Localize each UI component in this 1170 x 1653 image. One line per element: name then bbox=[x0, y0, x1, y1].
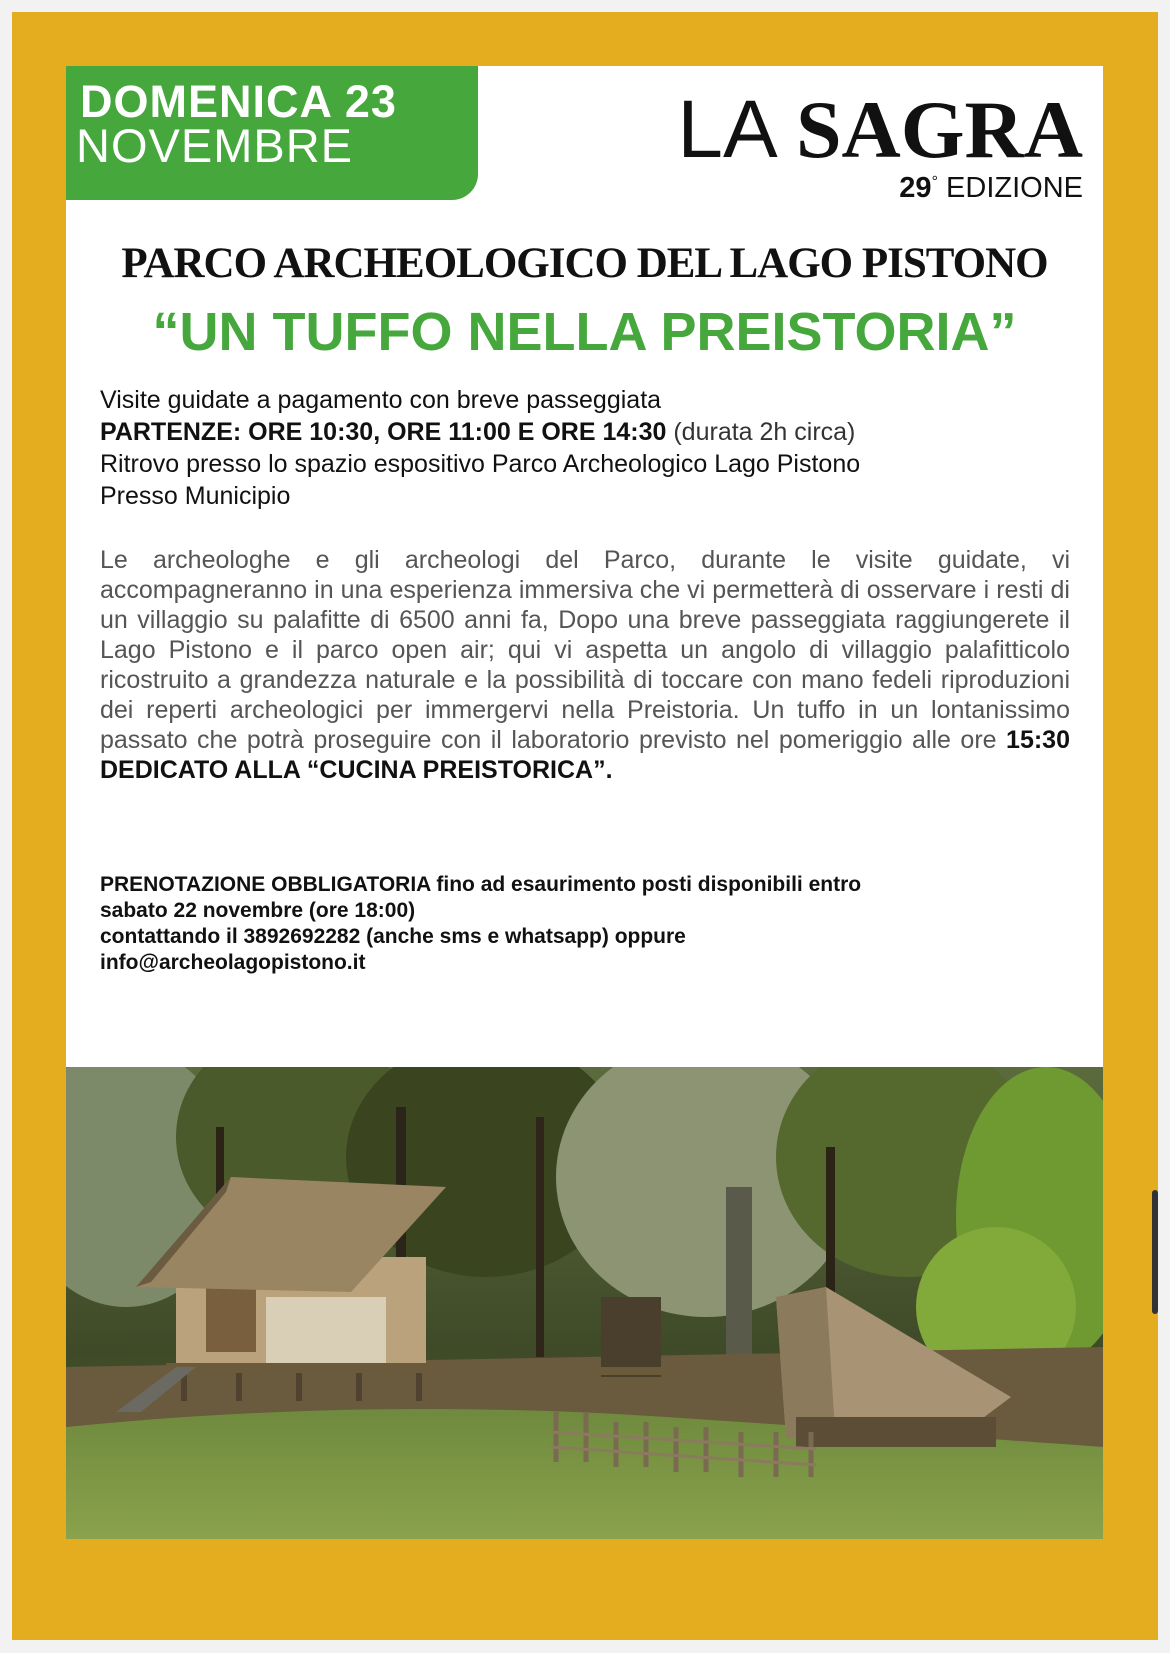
departures bbox=[100, 416, 1060, 448]
scrollbar-thumb[interactable] bbox=[1152, 1190, 1158, 1314]
visit-info bbox=[100, 384, 1060, 512]
logo-title bbox=[677, 84, 1083, 176]
event-subtitle: “UN TUFFO NELLA PREISTORIA” bbox=[152, 302, 1017, 362]
meeting-point: Ritrovo presso lo spazio espositivo Parco Archeologico Lago Pistono bbox=[100, 450, 861, 478]
description-text: Le archeologhe e gli archeologi del Parco, durante le visite guidate, vi accompagneranno in una esperienza immersiva che vi permetterà di osservare i resti di un villaggio su palafitte di 6500 anni fa, Dopo una breve passeggiata raggiungerete il Lago Pistono e il parco open air; qui vi aspetta un angolo di villaggio palafitticolo ricostruito a grandezza naturale e la possibilità di toccare con mano fedeli riproduzioni dei reperti archeologici per immergervi nella Preistoria. Un tuffo in un lontanissimo passato che potrà proseguire con il laboratorio previsto nel pomeriggio alle ore bbox=[100, 546, 1070, 754]
village-photo bbox=[66, 1067, 1103, 1539]
edition-label bbox=[677, 172, 1083, 205]
park-title: PARCO ARCHEOLOGICO DEL LAGO PISTONO bbox=[121, 240, 1048, 287]
date-day: DOMENICA 23 bbox=[80, 76, 397, 127]
description-highlight: 15:30 DEDICATO ALLA “CUCINA PREISTORICA”. bbox=[100, 726, 1070, 784]
booking-email: info@archeolagopistono.it bbox=[100, 951, 366, 974]
booking-info bbox=[100, 872, 1060, 976]
village-photo-illustration bbox=[66, 1067, 1103, 1539]
booking-line-3: contattando il 3892692282 (anche sms e whatsapp) oppure bbox=[100, 925, 686, 948]
date-banner bbox=[66, 66, 478, 200]
visit-type: Visite guidate a pagamento con breve passeggiata bbox=[100, 386, 662, 414]
logo-sagra: SAGRA bbox=[795, 84, 1083, 175]
edition-text: EDIZIONE bbox=[946, 172, 1083, 204]
booking-line-2: sabato 22 novembre (ore 18:00) bbox=[100, 899, 416, 922]
event-logo bbox=[677, 84, 1083, 205]
poster bbox=[66, 66, 1103, 1539]
description bbox=[100, 545, 1070, 785]
duration: (durata 2h circa) bbox=[673, 418, 856, 446]
meeting-point-detail: Presso Municipio bbox=[100, 482, 291, 510]
departure-times: PARTENZE: ORE 10:30, ORE 11:00 E ORE 14:30 bbox=[100, 418, 667, 446]
date-month: NOVEMBRE bbox=[76, 119, 353, 172]
booking-line-1: PRENOTAZIONE OBBLIGATORIA fino ad esaurimento posti disponibili entro bbox=[100, 873, 862, 896]
edition-number: 29 bbox=[899, 172, 932, 204]
edition-degree: ° bbox=[931, 173, 938, 191]
logo-la: LA bbox=[677, 84, 774, 175]
